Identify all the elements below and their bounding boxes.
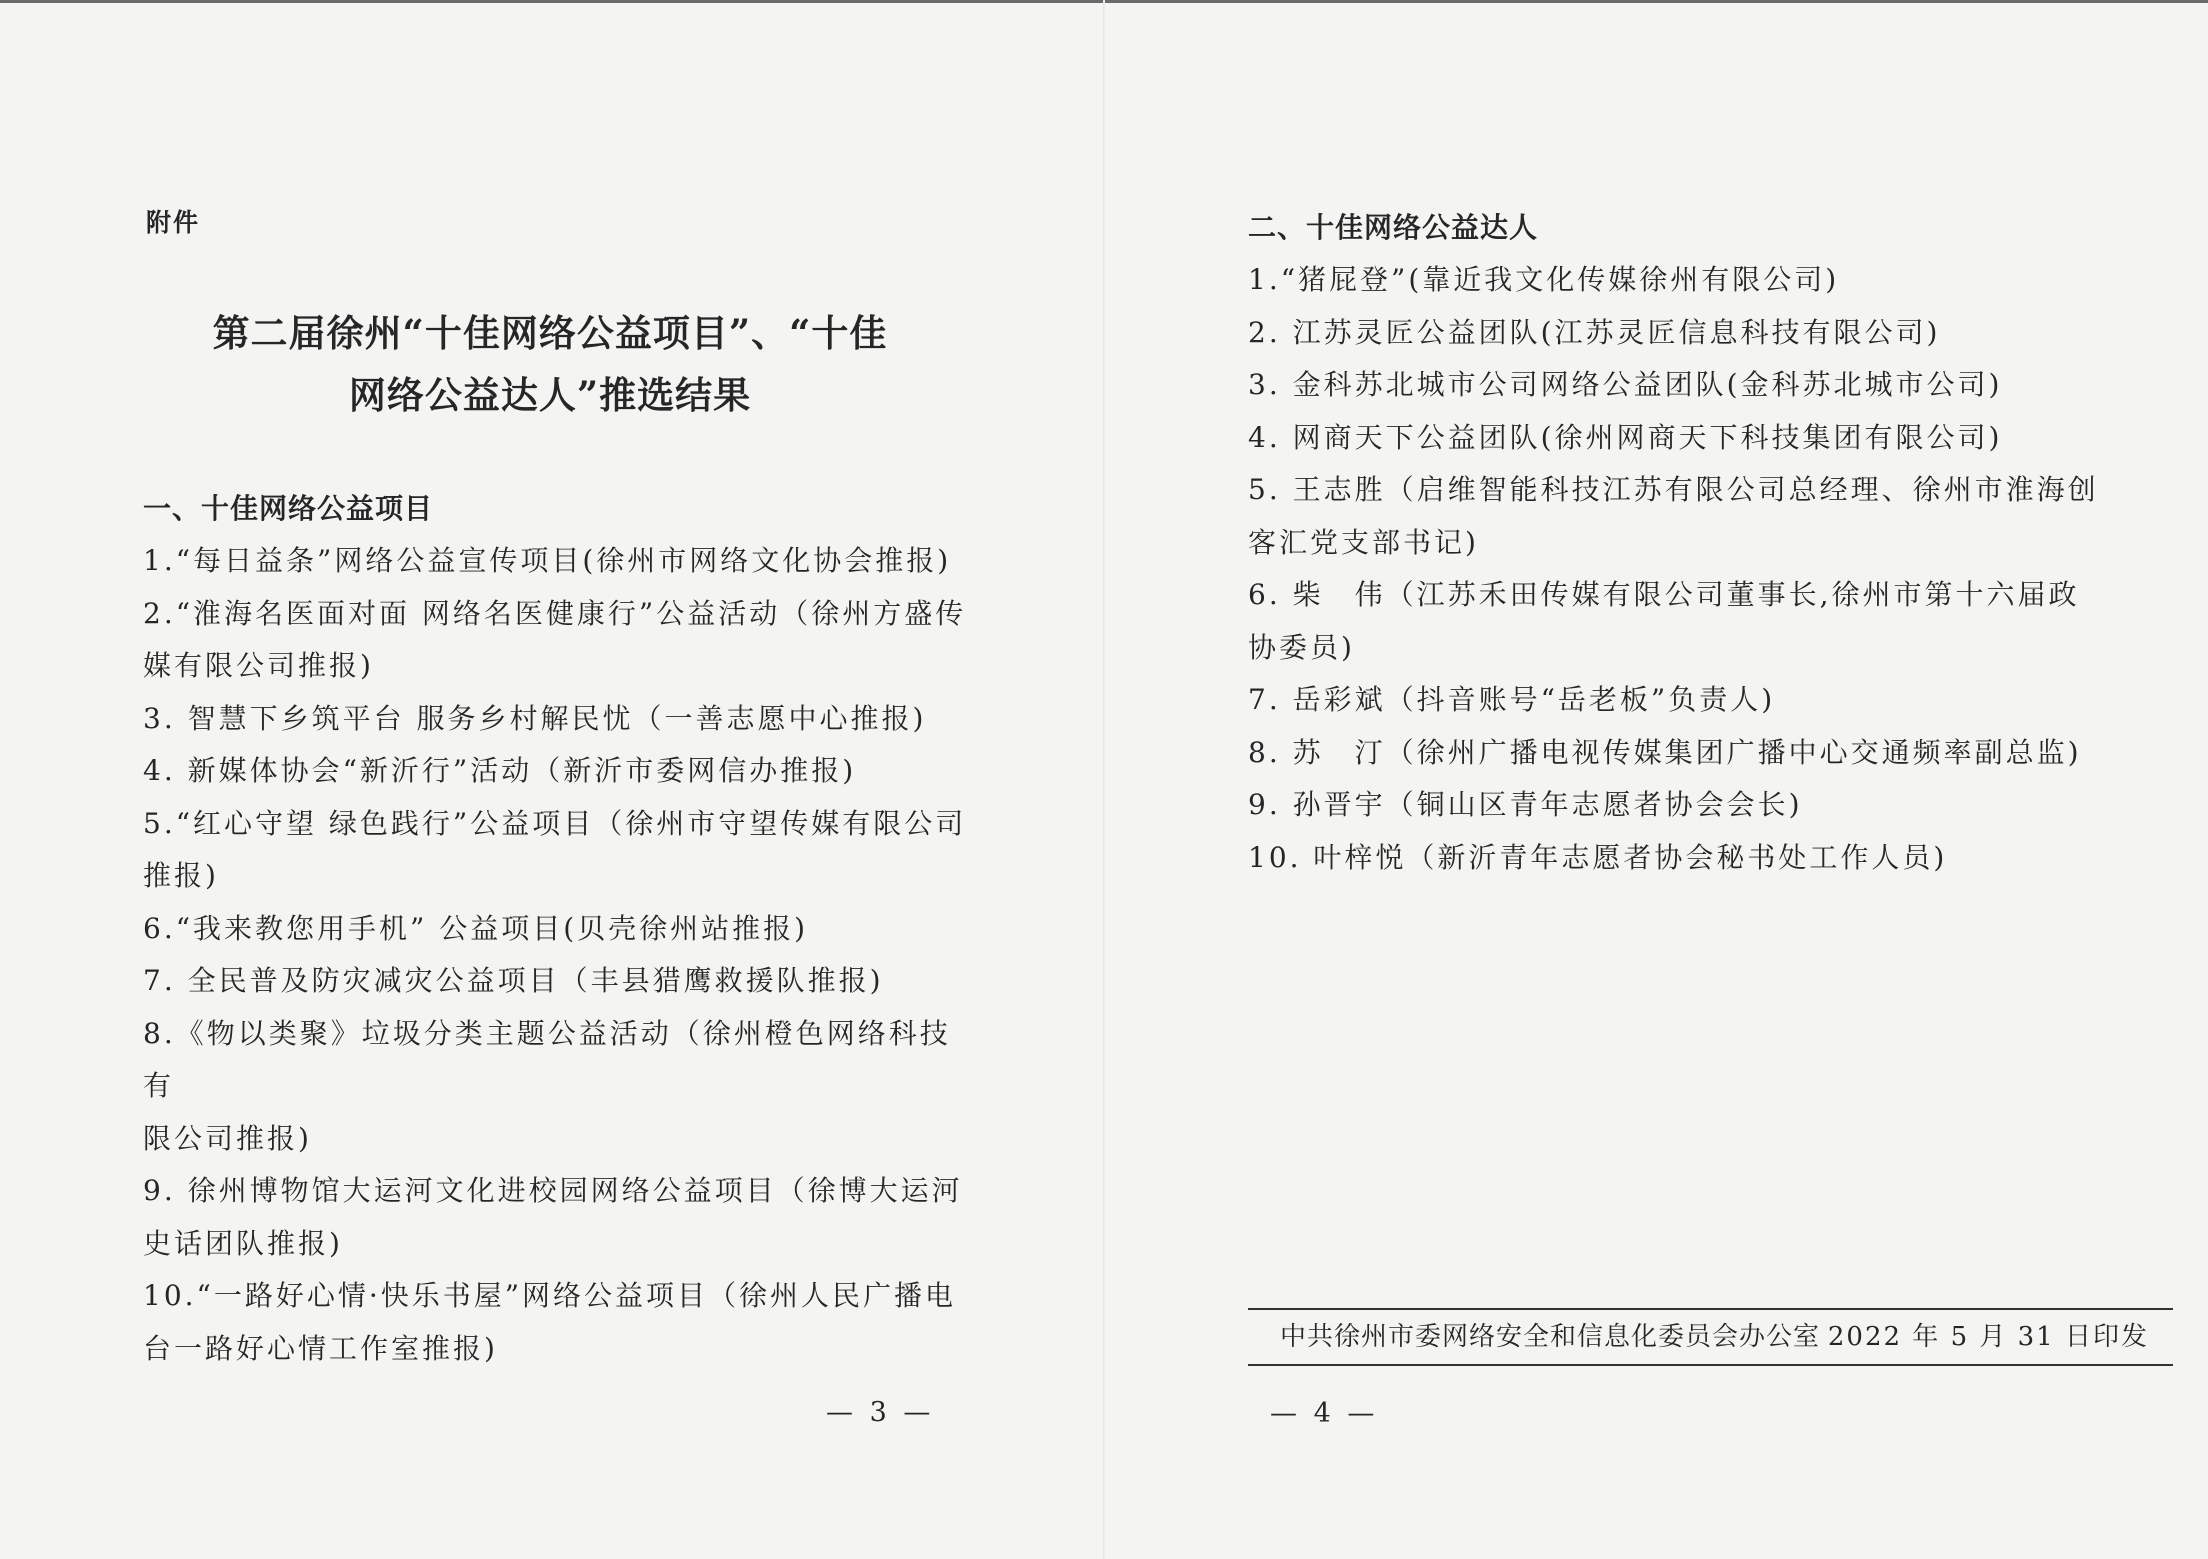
document-title-line-1: 第二届徐州“十佳网络公益项目”、“十佳	[212, 311, 888, 355]
list-item: 1.“猪屁登”(靠近我文化传媒徐州有限公司)	[1248, 263, 1840, 296]
list-item: 4. 新媒体协会“新沂行”活动（新沂市委网信办推报)	[143, 754, 857, 787]
page-4	[1105, 0, 2208, 1559]
list-item: 3. 金科苏北城市公司网络公益团队(金科苏北城市公司)	[1248, 368, 2003, 401]
document-title-line-2: 网络公益达人”推选结果	[348, 373, 752, 417]
imprint-organization: 中共徐州市委网络安全和信息化委员会办公室	[1280, 1322, 1821, 1352]
list-item: 4. 网商天下公益团队(徐州网商天下科技集团有限公司)	[1248, 420, 2003, 454]
list-item: 5. 王志胜（启维智能科技江苏有限公司总经理、徐州市淮海创	[1248, 473, 2099, 506]
list-item: 5.“红心守望 绿色践行”公益项目（徐州市守望传媒有限公司	[143, 806, 967, 840]
list-item: 9. 孙晋宇（铜山区青年志愿者协会会长)	[1248, 788, 1803, 821]
list-item: 推报)	[143, 859, 219, 892]
list-item: 9. 徐州博物馆大运河文化进校园网络公益项目（徐博大运河	[143, 1174, 963, 1207]
list-item: 8.《物以类聚》垃圾分类主题公益活动（徐州橙色网络科技有	[143, 1016, 951, 1102]
list-item: 媒有限公司推报)	[143, 649, 374, 682]
page-number: — 3 —	[826, 1397, 935, 1428]
list-item: 7. 全民普及防灾减灾公益项目（丰县猎鹰救援队推报)	[143, 964, 884, 997]
list-item: 协委员)	[1248, 630, 1355, 664]
imprint-date: 2022 年 5 月 31 日印发	[1827, 1322, 2149, 1352]
list-item: 10. 叶梓悦（新沂青年志愿者协会秘书处工作人员)	[1248, 840, 1948, 874]
list-item: 限公司推报)	[143, 1121, 312, 1155]
project-list	[143, 535, 973, 1375]
individual-list	[1248, 254, 2178, 884]
section-heading-individuals: 二、十佳网络公益达人	[1248, 211, 1539, 244]
list-item: 1.“每日益条”网络公益宣传项目(徐州市网络文化协会推报)	[143, 544, 952, 577]
attachment-label: 附件	[146, 208, 201, 237]
list-item: 7. 岳彩斌（抖音账号“岳老板”负责人)	[1248, 683, 1776, 716]
list-item: 客汇党支部书记)	[1248, 525, 1479, 559]
list-item: 3. 智慧下乡筑平台 服务乡村解民忧（一善志愿中心推报)	[143, 701, 927, 735]
list-item: 2.“淮海名医面对面 网络名医健康行”公益活动（徐州方盛传	[143, 596, 967, 630]
page-number: — 4 —	[1270, 1398, 1379, 1429]
list-item: 2. 江苏灵匠公益团队(江苏灵匠信息科技有限公司)	[1248, 315, 1941, 349]
list-item: 6.“我来教您用手机” 公益项目(贝壳徐州站推报)	[143, 911, 809, 945]
list-item: 10.“一路好心情·快乐书屋”网络公益项目（徐州人民广播电	[143, 1279, 957, 1312]
document-title	[140, 302, 960, 426]
imprint-block	[1248, 1308, 2173, 1366]
list-item: 史话团队推报)	[143, 1226, 343, 1260]
list-item: 台一路好心情工作室推报)	[143, 1331, 498, 1365]
section-heading-projects: 一、十佳网络公益项目	[143, 492, 434, 525]
list-item: 8. 苏 汀（徐州广播电视传媒集团广播中心交通频率副总监)	[1248, 735, 2082, 769]
page-3	[0, 0, 1103, 1559]
list-item: 6. 柴 伟（江苏禾田传媒有限公司董事长,徐州市第十六届政	[1248, 578, 2080, 611]
